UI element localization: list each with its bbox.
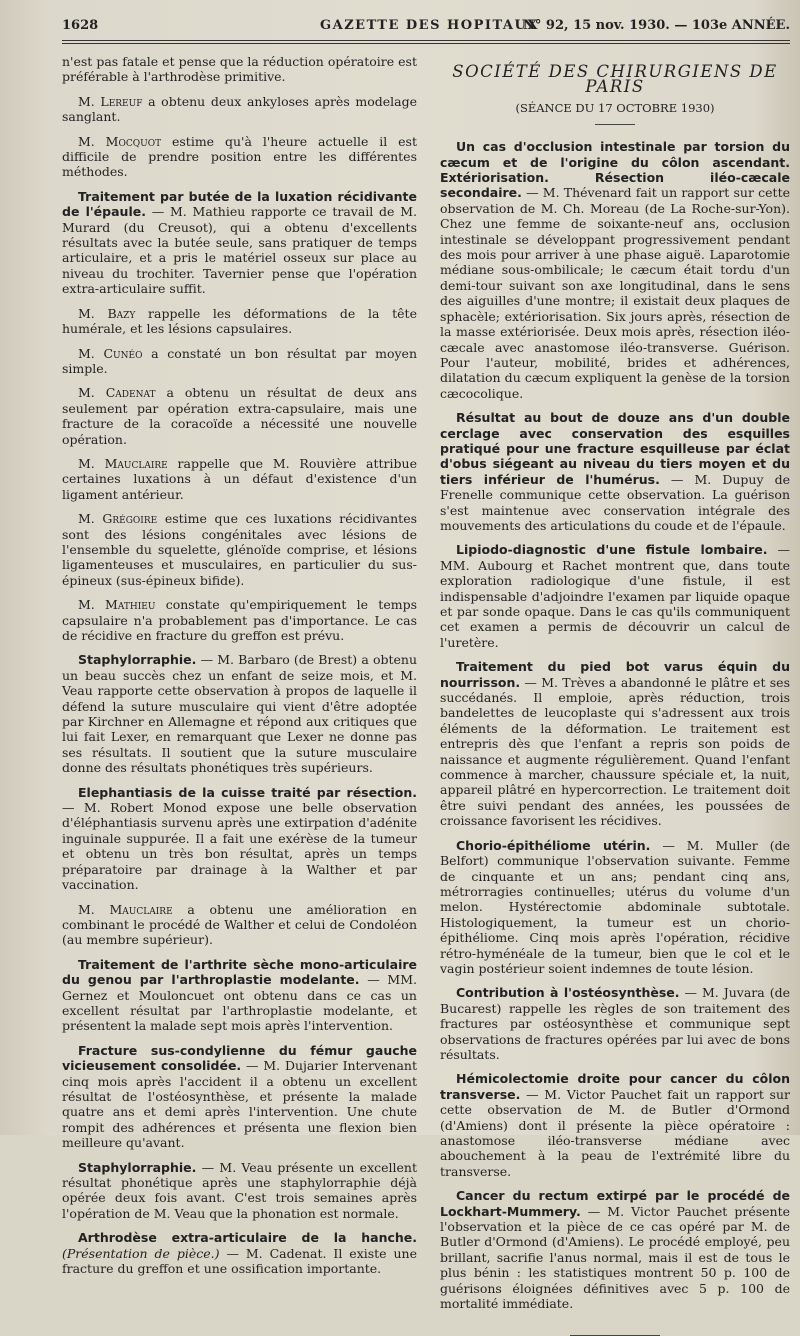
article-paragraph	[62, 1230, 417, 1276]
article-paragraph	[62, 189, 417, 297]
paragraph-title: Contribution à l'ostéosynthèse.	[456, 985, 680, 1001]
article-paragraph	[440, 1188, 790, 1311]
paragraph-text: — M. Cadenat. Il existe une fracture du greffon et une ossification importante.	[62, 1245, 418, 1277]
paragraph-text: — M. Mathieu rapporte ce travail de M. Murard (du Creusot), qui a obtenu d'excellents résultats avec la butée seule, sans pratiquer de temps articulaire, et a pris le matériel osseux sur place au niveau du trochiter. Tavernier pense que l'opération extra-articulaire suffit.	[62, 204, 417, 297]
paragraph-text: — M. Trèves a abandonné le plâtre et ses succédanés. Il emploie, après réduction, trois bandelettes de leucoplaste qui s'adressent aux trois éléments de la déformation. Le traitement est entrepris dès que l'enfant a repris son poids de naissance et augmente régulièrement. Quand l'enfant commence à marcher, chaussure spéciale et, la nuit, appareil plâtré en hypercorrection. Le traitement doit être suivi pendant des années, les poussées de croissance favorisent les récidives.	[440, 674, 790, 829]
article-paragraph	[62, 902, 417, 948]
paragraph-text: — M. Juvara (de Bucarest) rappelle les règles de son traitement des fractures par ostéosynthèse et communique sept observations de fractures opérées par lui avec de bons résultats.	[440, 985, 790, 1062]
paragraph-title: Staphylorraphie.	[78, 652, 197, 668]
society-title: SOCIÉTÉ DES CHIRURGIENS DE PARIS	[452, 62, 778, 97]
section-divider	[595, 124, 635, 125]
paragraph-text: — M. Victor Pauchet présente l'observation et la pièce de ce cas opéré par M. de Butler d'Ormond (d'Amiens). Le procédé employé, peu brillant, sacrifie l'anus normal, mais il est de tous le plus bénin : les statistiques montrent 50 p. 100 de guérisons éloignées définitives avec 5 p. 100 de mortalité immédiate.	[440, 1203, 790, 1312]
issue-info: N° 92, 15 nov. 1930. — 103e ANNÉE.	[523, 18, 790, 33]
paragraph-text: — M. Veau présente un excellent résultat phonétique après une staphylorraphie déjà opérée deux fois avant. C'est trois semaines après l'opération de M. Veau que la phonation est normale.	[62, 1159, 417, 1221]
article-paragraph	[440, 659, 790, 828]
page-number: 1628	[62, 18, 99, 33]
speaker-name: M. Grégoire	[78, 511, 158, 527]
article-paragraph	[62, 1160, 417, 1222]
paragraph-text: estime que ces luxations récidivantes sont des lésions congénitales avec lésions de l'ensemble du squelette, glénoïde comprise, et lésions ligamenteuses et musculaires, en particulier du sus-épineux (sus-épineux bifide).	[62, 511, 418, 588]
article-paragraph	[62, 456, 417, 502]
article-paragraph	[440, 985, 790, 1062]
article-paragraph	[62, 346, 417, 377]
paragraph-text: n'est pas fatale et pense que la réduction opératoire est préférable à l'arthrodèse primitive.	[62, 54, 417, 85]
speaker-name: M. Lereuf	[78, 93, 143, 109]
paragraph-text: a obtenu deux ankyloses après modelage sanglant.	[62, 93, 417, 125]
paragraph-title: Traitement de l'arthrite sèche mono-articulaire du genou par l'arthroplastie modelante.	[62, 956, 417, 988]
paragraph-text: — M. Dupuy de Frenelle communique cette observation. La guérison s'est maintenue avec conservation intégrale des mouvements des articulations du coude et de l'épaule.	[440, 471, 790, 533]
right-column	[440, 54, 790, 1336]
speaker-name: M. Cadenat	[78, 385, 156, 401]
paragraph-text: a obtenu un résultat de deux ans seulement par opération extra-capsulaire, mais une fracture de la coracoïde a nécessité une nouvelle opération.	[62, 385, 417, 447]
speaker-name: M. Bazy	[78, 305, 136, 321]
paragraph-text: rappelle que M. Rouvière attribue certaines luxations à un défaut d'existence d'un ligament antérieur.	[62, 455, 417, 502]
article-paragraph	[440, 1071, 790, 1179]
session-date: (SÉANCE DU 17 OCTOBRE 1930)	[515, 100, 715, 115]
paragraph-title: Staphylorraphie.	[78, 1159, 197, 1175]
paragraph-text: — M. Thévenard fait un rapport sur cette observation de M. Ch. Moreau (de La Roche-sur-Yon). Chez une femme de soixante-neuf ans, occlusion intestinale se développant progressivement pendant des mois pour arriver à une phase aiguë. Laparotomie médiane sous-ombilicale; le cæcum était tordu d'un demi-tour suivant son axe longitudinal, dans le sens des aiguilles d'une montre; il existait deux plaques de sphacèle; extériorisation. Six jours après, résection de la masse extériorisée. Deux mois après, résection iléo-cæcale avec anastomose iléo-transverse. Guérison. Pour l'auteur, mobilité, brides et adhérences, dilatation du cæcum expliquent la genèse de la torsion cæcocolique.	[440, 185, 790, 401]
article-paragraph	[62, 957, 417, 1034]
paragraph-title: Lipiodo-diagnostic d'une fistule lombaire.	[456, 542, 768, 558]
article-paragraph	[62, 306, 417, 337]
paragraph-title: Hémicolectomie droite pour cancer du côlon transverse.	[440, 1071, 790, 1102]
paragraph-title: Arthrodèse extra-articulaire de la hanche.	[78, 1230, 417, 1246]
article-paragraph	[440, 838, 790, 977]
paragraph-text: a obtenu une amélioration en combinant le procédé de Walther et celui de Condoléon (au membre supérieur).	[62, 901, 417, 948]
article-paragraph	[440, 410, 790, 533]
paragraph-text: constate qu'empiriquement le temps capsulaire n'a probablement pas d'importance. Le cas de récidive en fracture du greffon est prévu.	[62, 597, 417, 643]
article-paragraph	[62, 94, 417, 125]
paragraph-title: Elephantiasis de la cuisse traité par résection.	[78, 784, 417, 800]
paragraph-title: Traitement par butée de la luxation récidivante de l'épaule.	[62, 188, 417, 220]
page-header	[62, 18, 790, 40]
article-paragraph	[62, 511, 417, 588]
journal-title: GAZETTE DES HOPITAUX	[320, 18, 539, 33]
speaker-name: M. Cunéo	[78, 345, 143, 361]
paragraph-text: — M. Barbaro (de Brest) a obtenu un beau succès chez un enfant de seize mois, et M. Veau rapporte cette observation à propos de laquelle il défend la suture musculaire qui vient d'être adoptée par Kirchner en Allemagne et répond aux critiques que lui fait Lexer, en remarquant que Lexer ne donne pas ses résultats. Il soutient que la suture musculaire donne des résultats phonétiques très supérieurs.	[62, 652, 417, 776]
paragraph-text: — M. Dujarier Intervenant cinq mois après l'accident il a obtenu un excellent résultat de l'ostéosynthèse, et présente la malade quatre ans et demi après l'intervention. Une chute rompit des adhérences et présenta une flexion bien meilleure qu'avant.	[62, 1058, 417, 1151]
article-paragraph	[440, 139, 790, 401]
article-paragraph	[62, 597, 417, 643]
paragraph-title: Un cas d'occlusion intestinale par torsion du cæcum et de l'origine du côlon ascendant. Extériorisation. Résection iléo-cæcale secondaire.	[440, 139, 790, 201]
header-rule	[62, 40, 790, 41]
paragraph-title: Chorio-épithéliome utérin.	[456, 837, 651, 853]
article-paragraph	[62, 385, 417, 447]
left-column	[62, 54, 417, 1285]
paragraph-text: — M. Robert Monod expose une belle observation d'éléphantiasis survenu après une extirpation d'adénite inguinale suppurée. Il a fait une exérèse de la tumeur et obtenu un très bon résultat, après un temps préparatoire par drainage à la Walther et par vaccination.	[62, 800, 417, 893]
article-paragraph	[62, 785, 417, 893]
paragraph-title: Traitement du pied bot varus équin du nourrisson.	[440, 659, 790, 690]
paragraph-title: Résultat au bout de douze ans d'un double cerclage avec conservation des esquilles pratiqué pour une fracture esquilleuse par éclat d'obus siégeant au niveau du tiers moyen et du tiers inférieur de l'humérus.	[440, 410, 790, 487]
article-paragraph	[62, 1043, 417, 1151]
header-rule-double	[62, 43, 790, 44]
article-paragraph	[440, 542, 790, 650]
speaker-name: M. Mauclaire	[78, 455, 168, 471]
paragraph-title: Fracture sus-condylienne du fémur gauche vicieusement consolidée.	[62, 1042, 417, 1074]
paragraph-text: — MM. Gernez et Mouloncuet ont obtenu dans ce cas un excellent résultat par l'arthroplastie modelante, et présentent la malade sept mois après l'intervention.	[62, 972, 417, 1034]
speaker-name: M. Mathieu	[78, 597, 156, 613]
paragraph-text: — MM. Aubourg et Rachet montrent que, dans toute exploration radiologique d'une fistule, il est indispensable d'adjoindre l'examen par liquide opaque et par sonde opaque. Dans le cas qu'ils communiquent cet examen a permis de découvrir un calcul de l'uretère.	[440, 542, 790, 650]
speaker-name: M. Mauclaire	[78, 901, 173, 917]
paragraph-title: Cancer du rectum extirpé par le procédé de Lockhart-Mummery.	[440, 1188, 790, 1219]
article-paragraph	[62, 652, 417, 775]
paragraph-text: rappelle les déformations de la tête humérale, et les lésions capsulaires.	[62, 305, 417, 337]
paragraph-text: — M. Victor Pauchet fait un rapport sur cette observation de M. de Butler d'Ormond (d'Amiens) dont il présente la pièce opératoire : anastomose iléo-transverse médiane avec abouchement à la peau de l'extrémité libre du transverse.	[440, 1086, 790, 1179]
paragraph-text: a constaté un bon résultat par moyen simple.	[62, 345, 417, 376]
article-paragraph	[62, 134, 417, 180]
paragraph-text: — M. Muller (de Belfort) communique l'observation suivante. Femme de cinquante et un ans; pendant cinq ans, métrorragies continuelles; utérus du volume d'un melon. Hystérectomie abdominale subtotale. Histologiquement, la tumeur est un chorio-épithéliome. Cinq mois après l'opération, récidive rétro-hyménéale de la tumeur, bien que le col et le vagin postérieur soient indemnes de toute lésion.	[440, 837, 790, 976]
speaker-name: M. Mocquot	[78, 133, 162, 149]
paragraph-text: estime qu'à l'heure actuelle il est difficile de prendre position entre les différentes méthodes.	[62, 133, 417, 180]
paragraph-note: (Présentation de pièce.)	[62, 1245, 220, 1261]
right-paragraphs	[440, 139, 790, 1311]
article-paragraph	[62, 54, 417, 85]
